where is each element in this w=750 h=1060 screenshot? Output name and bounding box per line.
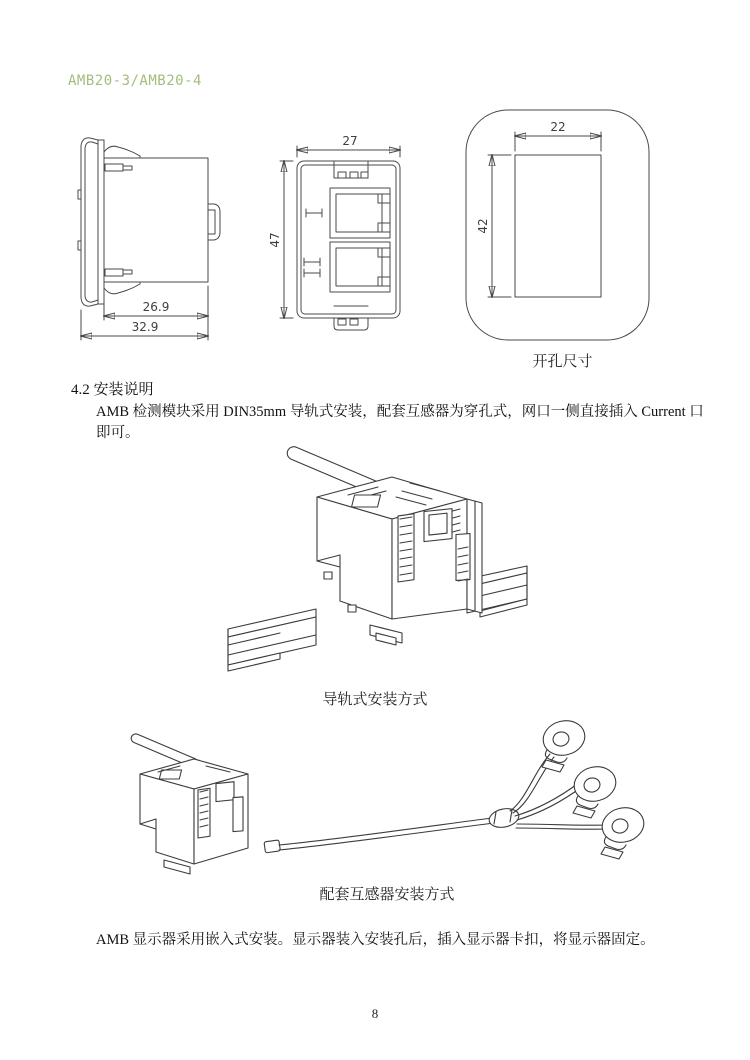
paragraph-install-display: AMB 显示器采用嵌入式安装。显示器装入安装孔后，插入显示器卡扣，将显示器固定。 <box>96 932 655 948</box>
din-rail-left <box>228 609 316 671</box>
terminal-strip <box>398 514 414 582</box>
side-view-dimensions <box>81 286 208 340</box>
section-heading: 4.2 安装说明 <box>71 382 154 398</box>
din-rail-figure <box>220 433 535 688</box>
side-view-drawing <box>58 128 226 348</box>
dim-32-9: 32.9 <box>131 320 159 334</box>
cutout-dimensions <box>476 120 601 297</box>
page-number: 8 <box>371 1006 379 1021</box>
current-transformer-1 <box>540 716 589 772</box>
display-side-outline <box>78 138 220 306</box>
dim-26-9: 26.9 <box>142 300 170 314</box>
document-header: AMB20-3/AMB20-4 <box>68 73 202 89</box>
rj45-port-1 <box>330 188 390 238</box>
dim-22: 22 <box>550 120 566 134</box>
cutout-caption: 开孔尺寸 <box>532 354 593 370</box>
current-transformer-2 <box>571 762 620 818</box>
dim-42: 42 <box>476 218 490 234</box>
paragraph-install-module: AMB 检测模块采用 DIN35mm 导轨式安装，配套互感器为穿孔式，网口一侧直接插入 Current 口即可。 <box>96 404 704 442</box>
cutout-drawing <box>460 105 655 347</box>
harness-cable <box>264 806 521 853</box>
rj45-port-2 <box>330 242 390 292</box>
panel-outline <box>466 110 649 340</box>
figure2-caption: 配套互感器安装方式 <box>319 887 455 903</box>
current-transformer-3 <box>599 803 648 859</box>
port-index-marks <box>304 209 322 277</box>
detector-module <box>317 477 482 645</box>
display-rear-outline <box>297 161 400 330</box>
small-detector-module <box>130 733 248 874</box>
dim-47: 47 <box>268 232 282 248</box>
ct-harness-figure <box>98 712 663 890</box>
dim-27: 27 <box>342 134 358 148</box>
rear-view-drawing <box>268 126 438 338</box>
figure1-caption: 导轨式安装方式 <box>322 692 428 708</box>
